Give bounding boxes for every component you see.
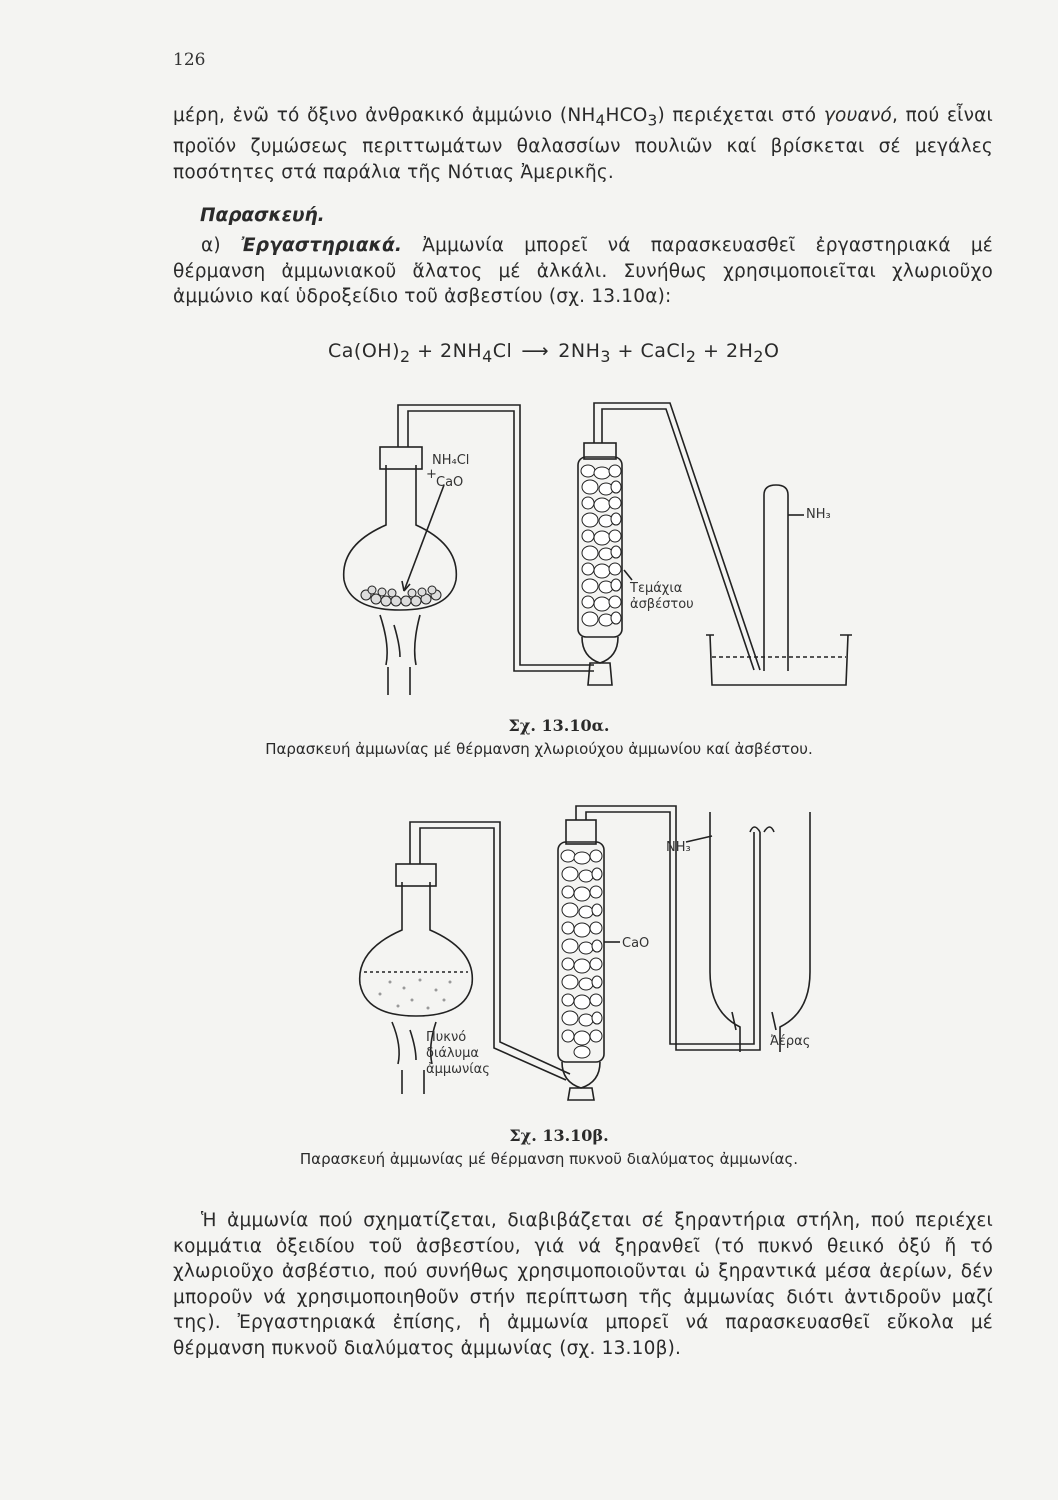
eq-term: Ca(OH) (328, 340, 400, 362)
eq-term: 2NH (558, 340, 601, 362)
p2-label: α) (201, 235, 241, 256)
paragraph-drying (173, 1208, 993, 1361)
p2-bold-italic: Ἐργαστηριακά. (240, 235, 403, 256)
paragraph-laboratory (173, 233, 993, 310)
label-nh4cl: NH₄Cl (432, 453, 470, 468)
p1-part3: ) περιέχεται στό (657, 105, 824, 126)
label-nh3-b: NH₃ (666, 840, 691, 855)
p1-part1: μέρη, ἐνῶ τό ὄξινο ἀνθρακικό ἀμμώνιο (NH (173, 105, 596, 126)
label-lime-pieces-2: ἀσβέστου (630, 597, 694, 612)
eq-term: + CaCl (610, 340, 686, 362)
eq-sub: 4 (482, 346, 493, 366)
label-cao: CaO (436, 475, 464, 490)
label-cao-b: CaO (622, 936, 650, 951)
label-air: Ἀέρας (770, 1034, 811, 1049)
label-plus: + (426, 467, 437, 482)
eq-arrow: ⟶ (521, 340, 550, 362)
p1-part4: , πού εἶναι προϊόν ζυμώσεως περιττωμάτων θαλασσίων πουλιῶν καί βρίσκεται σέ μεγάλες ποσότητες στά παράλια τῆς Νότιας Ἀμερικῆς. (173, 105, 993, 183)
eq-sub: 2 (685, 346, 697, 366)
label-solution-3: ἀμμωνίας (426, 1062, 490, 1077)
eq-term: Cl (492, 340, 513, 362)
p3-text: Ἡ ἀμμωνία πού σχηματίζεται, διαβιβάζεται σέ ξηραντήρια στήλη, πού περιέχει κομμάτια ὀξειδίου τοῦ ἀσβεστίου, γιά νά ξηρανθεῖ (τό πυκνό θειικό ὀξύ ἤ τό χλωριοῦχο ἀσβέστιο, πού συνήθως χρησιμοποιοῦνται ὡ ξηραντικά μέσα ἀερίων, δέν μποροῦν νά χρησιμοποιηθοῦν στήν περίπτωση τῆς ἀμμωνίας διότι ἀντιδροῦν μαζί της). Ἐργαστηριακά ἐπίσης, ἡ ἀμμωνία μπορεῖ νά παρασκευασθεῖ εὔκολα μέ θέρμανση πυκνοῦ διαλύματος ἀμμωνίας (σχ. 13.10β). (173, 1210, 993, 1359)
eq-sub: 2 (753, 346, 764, 366)
page-number: 126 (173, 50, 206, 70)
figure-b-caption-title: Σχ. 13.10β. (509, 1126, 609, 1145)
eq-sub: 3 (600, 346, 611, 366)
eq-term: + 2H (696, 340, 754, 362)
eq-term: O (763, 340, 780, 362)
label-lime-pieces-1: Τεμάχια (630, 581, 683, 596)
p1-part2: HCO (605, 105, 648, 126)
section-heading: Παρασκευή. (200, 205, 325, 226)
figure-a-caption-title: Σχ. 13.10α. (508, 716, 610, 735)
p2-text: Ἀμμωνία μπορεῖ νά παρασκευασθεῖ ἐργαστηριακά μέ θέρμανση ἀμμωνιακοῦ ἅλατος μέ ἀλκάλι. Συνήθως χρησιμοποιεῖται χλωριοῦχο ἀμμώνιο καί ὑδροξείδιο τοῦ ἀσβεστίου (σχ. 13.10α): (173, 235, 993, 307)
figure-a-drawing (320, 395, 880, 707)
eq-sub: 2 (399, 346, 411, 366)
paragraph-intro (173, 103, 993, 185)
p1-sub1: 4 (595, 111, 606, 130)
p1-sub2: 3 (647, 111, 658, 130)
figure-13-10a (320, 395, 880, 707)
p1-italic-word: γουανό (823, 105, 892, 126)
label-solution-2: διάλυμα (426, 1046, 479, 1061)
label-nh3: NH₃ (806, 507, 831, 522)
label-solution-1: Πυκνό (426, 1030, 467, 1045)
eq-term: + 2NH (410, 340, 483, 362)
figure-b-drawing (340, 812, 880, 1100)
figure-b-caption-text: Παρασκευή ἀμμωνίας μέ θέρμανση πυκνοῦ διαλύματος ἀμμωνίας. (299, 1150, 799, 1168)
figure-a-caption-text: Παρασκευή ἀμμωνίας μέ θέρμανση χλωριούχου ἀμμωνίου καί ἀσβέστου. (265, 740, 813, 758)
figure-13-10b (340, 812, 880, 1100)
chemical-equation (328, 340, 779, 366)
